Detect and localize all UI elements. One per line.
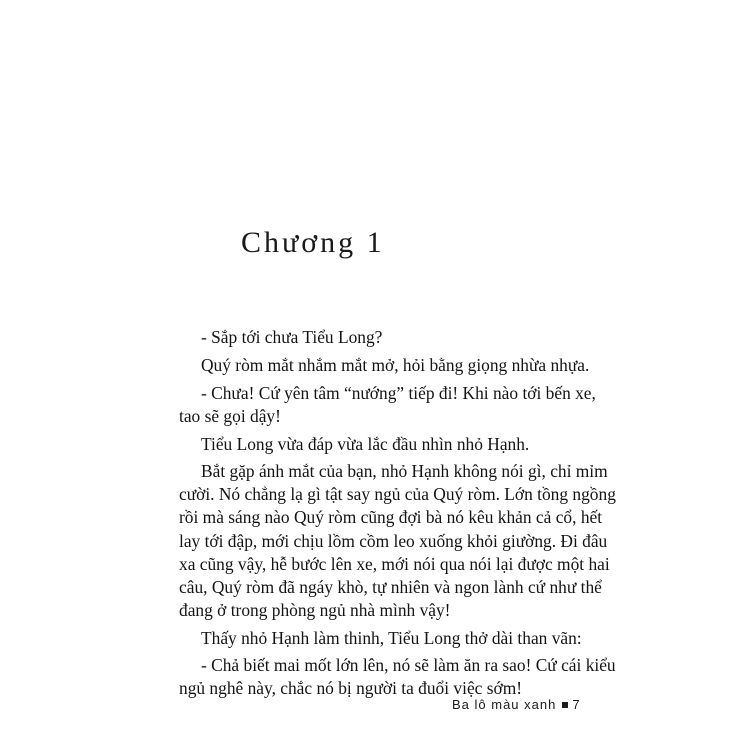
page-number: 7	[572, 697, 581, 712]
paragraph-line: - Sắp tới chưa Tiểu Long?	[201, 327, 383, 347]
running-footer	[452, 697, 581, 712]
paragraph-line: lay tới đập, mới chịu lồm cồm leo xuống khỏi giường. Đi đâu	[179, 531, 608, 551]
paragraph-line: rồi mà sáng nào Quý ròm cũng đợi bà nó kêu khản cả cổ, hết	[179, 507, 603, 527]
paragraph-line: đang ở trong phòng ngủ nhà mình vậy!	[179, 600, 451, 620]
footer-book-title: Ba lô màu xanh	[452, 697, 557, 712]
chapter-title: Chương 1	[241, 226, 385, 259]
paragraph-line: câu, Quý ròm đã ngáy khò, tự nhiên và ngon lành cứ như thể	[179, 577, 602, 597]
paragraph-line: cười. Nó chẳng lạ gì tật say ngủ của Quý ròm. Lớn tồng ngồng	[179, 484, 616, 504]
paragraph-line: ngủ nghê này, chắc nó bị người ta đuổi việc sớm!	[179, 678, 523, 698]
paragraph-line: - Chả biết mai mốt lớn lên, nó sẽ làm ăn ra sao! Cứ cái kiểu	[201, 655, 616, 675]
paragraph-line: Tiểu Long vừa đáp vừa lắc đầu nhìn nhỏ Hạnh.	[201, 434, 530, 454]
paragraph-line: xa cũng vậy, hễ bước lên xe, mới nói qua nói lại được một hai	[179, 554, 610, 574]
paragraph-line: Bắt gặp ánh mắt của bạn, nhỏ Hạnh không nói gì, chỉ mỉm	[201, 461, 608, 481]
paragraph-line: Quý ròm mắt nhắm mắt mở, hỏi bằng giọng nhừa nhựa.	[201, 355, 590, 375]
paragraph-line: Thấy nhỏ Hạnh làm thinh, Tiểu Long thở dài than vãn:	[201, 628, 582, 648]
paragraph-line: tao sẽ gọi dậy!	[179, 406, 281, 426]
paragraph-line: - Chưa! Cứ yên tâm “nướng” tiếp đi! Khi nào tới bến xe,	[201, 383, 596, 403]
square-bullet-icon	[562, 702, 568, 708]
